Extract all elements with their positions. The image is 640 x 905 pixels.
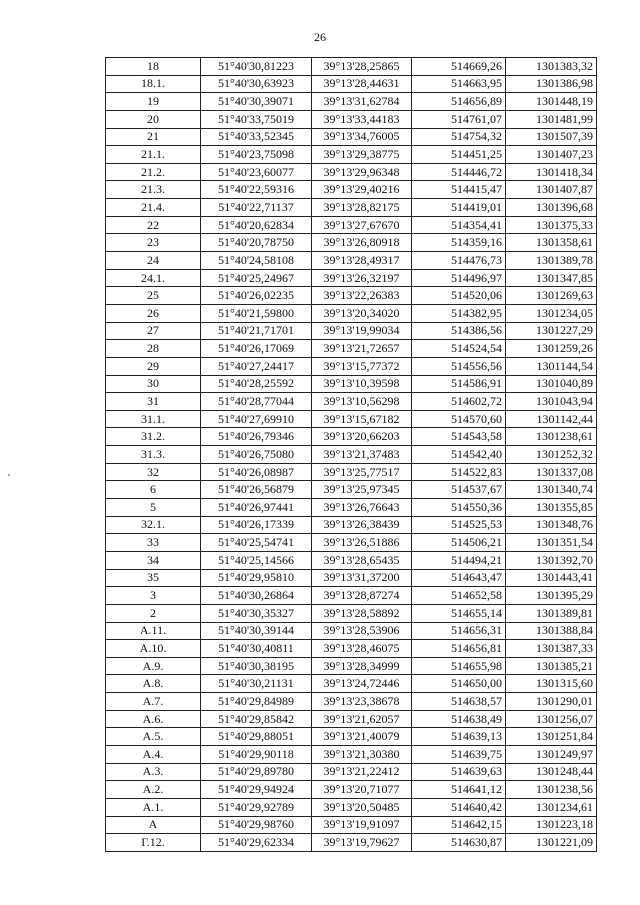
x-coordinate-cell: 514639,75 bbox=[412, 745, 506, 763]
x-coordinate-cell: 514543,58 bbox=[412, 428, 506, 446]
y-coordinate-cell: 1301389,81 bbox=[506, 604, 597, 622]
y-coordinate-cell: 1301443,41 bbox=[506, 569, 597, 587]
latitude-cell: 51°40'30,35327 bbox=[201, 604, 312, 622]
y-coordinate-cell: 1301385,21 bbox=[506, 657, 597, 675]
x-coordinate-cell: 514602,72 bbox=[412, 393, 506, 411]
longitude-cell: 39°13'28,46075 bbox=[312, 640, 412, 658]
latitude-cell: 51°40'30,40811 bbox=[201, 640, 312, 658]
x-coordinate-cell: 514359,16 bbox=[412, 234, 506, 252]
table-row bbox=[106, 710, 597, 728]
y-coordinate-cell: 1301348,76 bbox=[506, 516, 597, 534]
latitude-cell: 51°40'24,58108 bbox=[201, 252, 312, 270]
longitude-cell: 39°13'31,37200 bbox=[312, 569, 412, 587]
point-id-cell: 24 bbox=[106, 252, 201, 270]
table-row bbox=[106, 551, 597, 569]
y-coordinate-cell: 1301388,84 bbox=[506, 622, 597, 640]
longitude-cell: 39°13'24,72446 bbox=[312, 675, 412, 693]
y-coordinate-cell: 1301337,08 bbox=[506, 463, 597, 481]
point-id-cell: 28 bbox=[106, 340, 201, 358]
longitude-cell: 39°13'28,87274 bbox=[312, 587, 412, 605]
longitude-cell: 39°13'19,79627 bbox=[312, 834, 412, 852]
table-row bbox=[106, 745, 597, 763]
x-coordinate-cell: 514643,47 bbox=[412, 569, 506, 587]
latitude-cell: 51°40'33,52345 bbox=[201, 128, 312, 146]
point-id-cell: А.3. bbox=[106, 763, 201, 781]
longitude-cell: 39°13'10,39598 bbox=[312, 375, 412, 393]
longitude-cell: 39°13'20,71077 bbox=[312, 781, 412, 799]
table-row bbox=[106, 75, 597, 93]
y-coordinate-cell: 1301043,94 bbox=[506, 393, 597, 411]
latitude-cell: 51°40'29,84989 bbox=[201, 693, 312, 711]
longitude-cell: 39°13'28,65435 bbox=[312, 551, 412, 569]
latitude-cell: 51°40'30,39071 bbox=[201, 93, 312, 111]
y-coordinate-cell: 1301223,18 bbox=[506, 816, 597, 834]
x-coordinate-cell: 514537,67 bbox=[412, 481, 506, 499]
table-row bbox=[106, 410, 597, 428]
y-coordinate-cell: 1301259,26 bbox=[506, 340, 597, 358]
x-coordinate-cell: 514496,97 bbox=[412, 269, 506, 287]
table-row bbox=[106, 428, 597, 446]
point-id-cell: 23 bbox=[106, 234, 201, 252]
point-id-cell: 21.3. bbox=[106, 181, 201, 199]
point-id-cell: А.4. bbox=[106, 745, 201, 763]
point-id-cell: 26 bbox=[106, 304, 201, 322]
point-id-cell: 35 bbox=[106, 569, 201, 587]
table-row bbox=[106, 234, 597, 252]
table-row bbox=[106, 375, 597, 393]
point-id-cell: 27 bbox=[106, 322, 201, 340]
point-id-cell: 21 bbox=[106, 128, 201, 146]
x-coordinate-cell: 514650,00 bbox=[412, 675, 506, 693]
longitude-cell: 39°13'27,67670 bbox=[312, 216, 412, 234]
y-coordinate-cell: 1301375,33 bbox=[506, 216, 597, 234]
point-id-cell: А.10. bbox=[106, 640, 201, 658]
table-row bbox=[106, 728, 597, 746]
x-coordinate-cell: 514639,13 bbox=[412, 728, 506, 746]
point-id-cell: 32.1. bbox=[106, 516, 201, 534]
table-row bbox=[106, 340, 597, 358]
x-coordinate-cell: 514761,07 bbox=[412, 110, 506, 128]
x-coordinate-cell: 514550,36 bbox=[412, 499, 506, 517]
y-coordinate-cell: 1301234,61 bbox=[506, 798, 597, 816]
y-coordinate-cell: 1301251,84 bbox=[506, 728, 597, 746]
latitude-cell: 51°40'30,39144 bbox=[201, 622, 312, 640]
longitude-cell: 39°13'28,25865 bbox=[312, 58, 412, 76]
latitude-cell: 51°40'29,85842 bbox=[201, 710, 312, 728]
point-id-cell: А.7. bbox=[106, 693, 201, 711]
y-coordinate-cell: 1301347,85 bbox=[506, 269, 597, 287]
longitude-cell: 39°13'31,62784 bbox=[312, 93, 412, 111]
point-id-cell: А.5. bbox=[106, 728, 201, 746]
latitude-cell: 51°40'22,59316 bbox=[201, 181, 312, 199]
x-coordinate-cell: 514656,81 bbox=[412, 640, 506, 658]
table-row bbox=[106, 569, 597, 587]
y-coordinate-cell: 1301221,09 bbox=[506, 834, 597, 852]
x-coordinate-cell: 514542,40 bbox=[412, 446, 506, 464]
latitude-cell: 51°40'23,60077 bbox=[201, 163, 312, 181]
point-id-cell: 29 bbox=[106, 357, 201, 375]
table-row bbox=[106, 393, 597, 411]
table-row bbox=[106, 287, 597, 305]
y-coordinate-cell: 1301389,78 bbox=[506, 252, 597, 270]
latitude-cell: 51°40'21,71701 bbox=[201, 322, 312, 340]
longitude-cell: 39°13'21,37483 bbox=[312, 446, 412, 464]
point-id-cell: А.9. bbox=[106, 657, 201, 675]
latitude-cell: 51°40'30,21131 bbox=[201, 675, 312, 693]
table-row bbox=[106, 163, 597, 181]
y-coordinate-cell: 1301340,74 bbox=[506, 481, 597, 499]
x-coordinate-cell: 514522,83 bbox=[412, 463, 506, 481]
y-coordinate-cell: 1301142,44 bbox=[506, 410, 597, 428]
x-coordinate-cell: 514641,12 bbox=[412, 781, 506, 799]
longitude-cell: 39°13'20,66203 bbox=[312, 428, 412, 446]
longitude-cell: 39°13'28,82175 bbox=[312, 199, 412, 217]
point-id-cell: 31.3. bbox=[106, 446, 201, 464]
latitude-cell: 51°40'29,92789 bbox=[201, 798, 312, 816]
x-coordinate-cell: 514419,01 bbox=[412, 199, 506, 217]
latitude-cell: 51°40'30,38195 bbox=[201, 657, 312, 675]
longitude-cell: 39°13'19,91097 bbox=[312, 816, 412, 834]
longitude-cell: 39°13'15,67182 bbox=[312, 410, 412, 428]
x-coordinate-cell: 514663,95 bbox=[412, 75, 506, 93]
point-id-cell: 21.4. bbox=[106, 199, 201, 217]
longitude-cell: 39°13'22,26383 bbox=[312, 287, 412, 305]
table-row bbox=[106, 781, 597, 799]
longitude-cell: 39°13'26,32197 bbox=[312, 269, 412, 287]
x-coordinate-cell: 514640,42 bbox=[412, 798, 506, 816]
table-row bbox=[106, 816, 597, 834]
x-coordinate-cell: 514494,21 bbox=[412, 551, 506, 569]
latitude-cell: 51°40'29,94924 bbox=[201, 781, 312, 799]
longitude-cell: 39°13'34,76005 bbox=[312, 128, 412, 146]
longitude-cell: 39°13'10,56298 bbox=[312, 393, 412, 411]
longitude-cell: 39°13'26,38439 bbox=[312, 516, 412, 534]
longitude-cell: 39°13'20,50485 bbox=[312, 798, 412, 816]
latitude-cell: 51°40'25,54741 bbox=[201, 534, 312, 552]
table-row bbox=[106, 252, 597, 270]
y-coordinate-cell: 1301234,05 bbox=[506, 304, 597, 322]
longitude-cell: 39°13'26,80918 bbox=[312, 234, 412, 252]
x-coordinate-cell: 514630,87 bbox=[412, 834, 506, 852]
longitude-cell: 39°13'21,40079 bbox=[312, 728, 412, 746]
point-id-cell: 31.1. bbox=[106, 410, 201, 428]
y-coordinate-cell: 1301418,34 bbox=[506, 163, 597, 181]
x-coordinate-cell: 514525,53 bbox=[412, 516, 506, 534]
latitude-cell: 51°40'29,90118 bbox=[201, 745, 312, 763]
latitude-cell: 51°40'26,08987 bbox=[201, 463, 312, 481]
x-coordinate-cell: 514415,47 bbox=[412, 181, 506, 199]
point-id-cell: Г.12. bbox=[106, 834, 201, 852]
table-row bbox=[106, 499, 597, 517]
latitude-cell: 51°40'26,02235 bbox=[201, 287, 312, 305]
longitude-cell: 39°13'15,77372 bbox=[312, 357, 412, 375]
table-row bbox=[106, 604, 597, 622]
table-row bbox=[106, 128, 597, 146]
y-coordinate-cell: 1301248,44 bbox=[506, 763, 597, 781]
point-id-cell: 19 bbox=[106, 93, 201, 111]
point-id-cell: 6 bbox=[106, 481, 201, 499]
y-coordinate-cell: 1301227,29 bbox=[506, 322, 597, 340]
latitude-cell: 51°40'26,97441 bbox=[201, 499, 312, 517]
point-id-cell: 3 bbox=[106, 587, 201, 605]
table-row bbox=[106, 622, 597, 640]
latitude-cell: 51°40'25,24967 bbox=[201, 269, 312, 287]
point-id-cell: 18 bbox=[106, 58, 201, 76]
point-id-cell: 32 bbox=[106, 463, 201, 481]
y-coordinate-cell: 1301392,70 bbox=[506, 551, 597, 569]
point-id-cell: 2 bbox=[106, 604, 201, 622]
x-coordinate-cell: 514524,54 bbox=[412, 340, 506, 358]
longitude-cell: 39°13'29,38775 bbox=[312, 146, 412, 164]
y-coordinate-cell: 1301355,85 bbox=[506, 499, 597, 517]
latitude-cell: 51°40'28,77044 bbox=[201, 393, 312, 411]
latitude-cell: 51°40'29,62334 bbox=[201, 834, 312, 852]
y-coordinate-cell: 1301238,61 bbox=[506, 428, 597, 446]
latitude-cell: 51°40'26,17339 bbox=[201, 516, 312, 534]
point-id-cell: А.2. bbox=[106, 781, 201, 799]
latitude-cell: 51°40'27,69910 bbox=[201, 410, 312, 428]
table-row bbox=[106, 763, 597, 781]
point-id-cell: 31.2. bbox=[106, 428, 201, 446]
point-id-cell: А.8. bbox=[106, 675, 201, 693]
table-row bbox=[106, 657, 597, 675]
table-row bbox=[106, 446, 597, 464]
table-row bbox=[106, 357, 597, 375]
x-coordinate-cell: 514506,21 bbox=[412, 534, 506, 552]
x-coordinate-cell: 514570,60 bbox=[412, 410, 506, 428]
x-coordinate-cell: 514638,57 bbox=[412, 693, 506, 711]
table-row bbox=[106, 181, 597, 199]
point-id-cell: 25 bbox=[106, 287, 201, 305]
point-id-cell: 24.1. bbox=[106, 269, 201, 287]
table-row bbox=[106, 216, 597, 234]
table-row bbox=[106, 304, 597, 322]
table-row bbox=[106, 640, 597, 658]
y-coordinate-cell: 1301249,97 bbox=[506, 745, 597, 763]
longitude-cell: 39°13'21,22412 bbox=[312, 763, 412, 781]
point-id-cell: 33 bbox=[106, 534, 201, 552]
point-id-cell: А bbox=[106, 816, 201, 834]
longitude-cell: 39°13'23,38678 bbox=[312, 693, 412, 711]
latitude-cell: 51°40'26,79346 bbox=[201, 428, 312, 446]
table-row bbox=[106, 675, 597, 693]
longitude-cell: 39°13'25,77517 bbox=[312, 463, 412, 481]
point-id-cell: 21.1. bbox=[106, 146, 201, 164]
latitude-cell: 51°40'33,75019 bbox=[201, 110, 312, 128]
table-row bbox=[106, 269, 597, 287]
y-coordinate-cell: 1301383,32 bbox=[506, 58, 597, 76]
point-id-cell: 18.1. bbox=[106, 75, 201, 93]
y-coordinate-cell: 1301407,23 bbox=[506, 146, 597, 164]
x-coordinate-cell: 514652,58 bbox=[412, 587, 506, 605]
x-coordinate-cell: 514476,73 bbox=[412, 252, 506, 270]
table-row bbox=[106, 481, 597, 499]
latitude-cell: 51°40'20,78750 bbox=[201, 234, 312, 252]
y-coordinate-cell: 1301448,19 bbox=[506, 93, 597, 111]
y-coordinate-cell: 1301144,54 bbox=[506, 357, 597, 375]
table-row bbox=[106, 58, 597, 76]
longitude-cell: 39°13'21,72657 bbox=[312, 340, 412, 358]
y-coordinate-cell: 1301252,32 bbox=[506, 446, 597, 464]
y-coordinate-cell: 1301507,39 bbox=[506, 128, 597, 146]
latitude-cell: 51°40'29,98760 bbox=[201, 816, 312, 834]
table-row bbox=[106, 322, 597, 340]
y-coordinate-cell: 1301315,60 bbox=[506, 675, 597, 693]
table-row bbox=[106, 516, 597, 534]
y-coordinate-cell: 1301358,61 bbox=[506, 234, 597, 252]
latitude-cell: 51°40'30,81223 bbox=[201, 58, 312, 76]
x-coordinate-cell: 514451,25 bbox=[412, 146, 506, 164]
latitude-cell: 51°40'26,17069 bbox=[201, 340, 312, 358]
latitude-cell: 51°40'30,63923 bbox=[201, 75, 312, 93]
longitude-cell: 39°13'28,49317 bbox=[312, 252, 412, 270]
longitude-cell: 39°13'29,96348 bbox=[312, 163, 412, 181]
y-coordinate-cell: 1301395,29 bbox=[506, 587, 597, 605]
x-coordinate-cell: 514446,72 bbox=[412, 163, 506, 181]
point-id-cell: 21.2. bbox=[106, 163, 201, 181]
y-coordinate-cell: 1301481,99 bbox=[506, 110, 597, 128]
table-row bbox=[106, 93, 597, 111]
y-coordinate-cell: 1301269,63 bbox=[506, 287, 597, 305]
x-coordinate-cell: 514656,89 bbox=[412, 93, 506, 111]
table-row bbox=[106, 463, 597, 481]
y-coordinate-cell: 1301387,33 bbox=[506, 640, 597, 658]
point-id-cell: 5 bbox=[106, 499, 201, 517]
longitude-cell: 39°13'28,58892 bbox=[312, 604, 412, 622]
page-number: 26 bbox=[314, 30, 326, 44]
x-coordinate-cell: 514354,41 bbox=[412, 216, 506, 234]
table-row bbox=[106, 834, 597, 852]
latitude-cell: 51°40'23,75098 bbox=[201, 146, 312, 164]
y-coordinate-cell: 1301256,07 bbox=[506, 710, 597, 728]
scan-speck bbox=[8, 474, 10, 476]
y-coordinate-cell: 1301040,89 bbox=[506, 375, 597, 393]
latitude-cell: 51°40'26,56879 bbox=[201, 481, 312, 499]
coordinates-table-body bbox=[106, 58, 597, 852]
x-coordinate-cell: 514639,63 bbox=[412, 763, 506, 781]
longitude-cell: 39°13'19,99034 bbox=[312, 322, 412, 340]
table-row bbox=[106, 110, 597, 128]
point-id-cell: 20 bbox=[106, 110, 201, 128]
y-coordinate-cell: 1301386,98 bbox=[506, 75, 597, 93]
latitude-cell: 51°40'26,75080 bbox=[201, 446, 312, 464]
longitude-cell: 39°13'21,30380 bbox=[312, 745, 412, 763]
x-coordinate-cell: 514520,06 bbox=[412, 287, 506, 305]
y-coordinate-cell: 1301290,01 bbox=[506, 693, 597, 711]
point-id-cell: 31 bbox=[106, 393, 201, 411]
longitude-cell: 39°13'26,51886 bbox=[312, 534, 412, 552]
table-row bbox=[106, 534, 597, 552]
latitude-cell: 51°40'21,59800 bbox=[201, 304, 312, 322]
table-row bbox=[106, 693, 597, 711]
x-coordinate-cell: 514386,56 bbox=[412, 322, 506, 340]
longitude-cell: 39°13'21,62057 bbox=[312, 710, 412, 728]
x-coordinate-cell: 514669,26 bbox=[412, 58, 506, 76]
table-row bbox=[106, 199, 597, 217]
latitude-cell: 51°40'29,88051 bbox=[201, 728, 312, 746]
latitude-cell: 51°40'27,24417 bbox=[201, 357, 312, 375]
y-coordinate-cell: 1301238,56 bbox=[506, 781, 597, 799]
x-coordinate-cell: 514642,15 bbox=[412, 816, 506, 834]
latitude-cell: 51°40'25,14566 bbox=[201, 551, 312, 569]
latitude-cell: 51°40'28,25592 bbox=[201, 375, 312, 393]
longitude-cell: 39°13'28,53906 bbox=[312, 622, 412, 640]
y-coordinate-cell: 1301396,68 bbox=[506, 199, 597, 217]
y-coordinate-cell: 1301351,54 bbox=[506, 534, 597, 552]
latitude-cell: 51°40'30,26864 bbox=[201, 587, 312, 605]
latitude-cell: 51°40'29,95810 bbox=[201, 569, 312, 587]
longitude-cell: 39°13'20,34020 bbox=[312, 304, 412, 322]
x-coordinate-cell: 514655,98 bbox=[412, 657, 506, 675]
longitude-cell: 39°13'26,76643 bbox=[312, 499, 412, 517]
latitude-cell: 51°40'22,71137 bbox=[201, 199, 312, 217]
point-id-cell: 30 bbox=[106, 375, 201, 393]
x-coordinate-cell: 514638,49 bbox=[412, 710, 506, 728]
point-id-cell: 34 bbox=[106, 551, 201, 569]
table-row bbox=[106, 146, 597, 164]
longitude-cell: 39°13'33,44183 bbox=[312, 110, 412, 128]
point-id-cell: А.1. bbox=[106, 798, 201, 816]
x-coordinate-cell: 514655,14 bbox=[412, 604, 506, 622]
x-coordinate-cell: 514382,95 bbox=[412, 304, 506, 322]
latitude-cell: 51°40'29,89780 bbox=[201, 763, 312, 781]
y-coordinate-cell: 1301407,87 bbox=[506, 181, 597, 199]
point-id-cell: 22 bbox=[106, 216, 201, 234]
longitude-cell: 39°13'29,40216 bbox=[312, 181, 412, 199]
x-coordinate-cell: 514556,56 bbox=[412, 357, 506, 375]
longitude-cell: 39°13'28,44631 bbox=[312, 75, 412, 93]
latitude-cell: 51°40'20,62834 bbox=[201, 216, 312, 234]
coordinates-table bbox=[105, 57, 597, 852]
x-coordinate-cell: 514754,32 bbox=[412, 128, 506, 146]
x-coordinate-cell: 514586,91 bbox=[412, 375, 506, 393]
table-row bbox=[106, 798, 597, 816]
point-id-cell: А.11. bbox=[106, 622, 201, 640]
longitude-cell: 39°13'28,34999 bbox=[312, 657, 412, 675]
point-id-cell: А.6. bbox=[106, 710, 201, 728]
x-coordinate-cell: 514656,31 bbox=[412, 622, 506, 640]
table-row bbox=[106, 587, 597, 605]
longitude-cell: 39°13'25,97345 bbox=[312, 481, 412, 499]
